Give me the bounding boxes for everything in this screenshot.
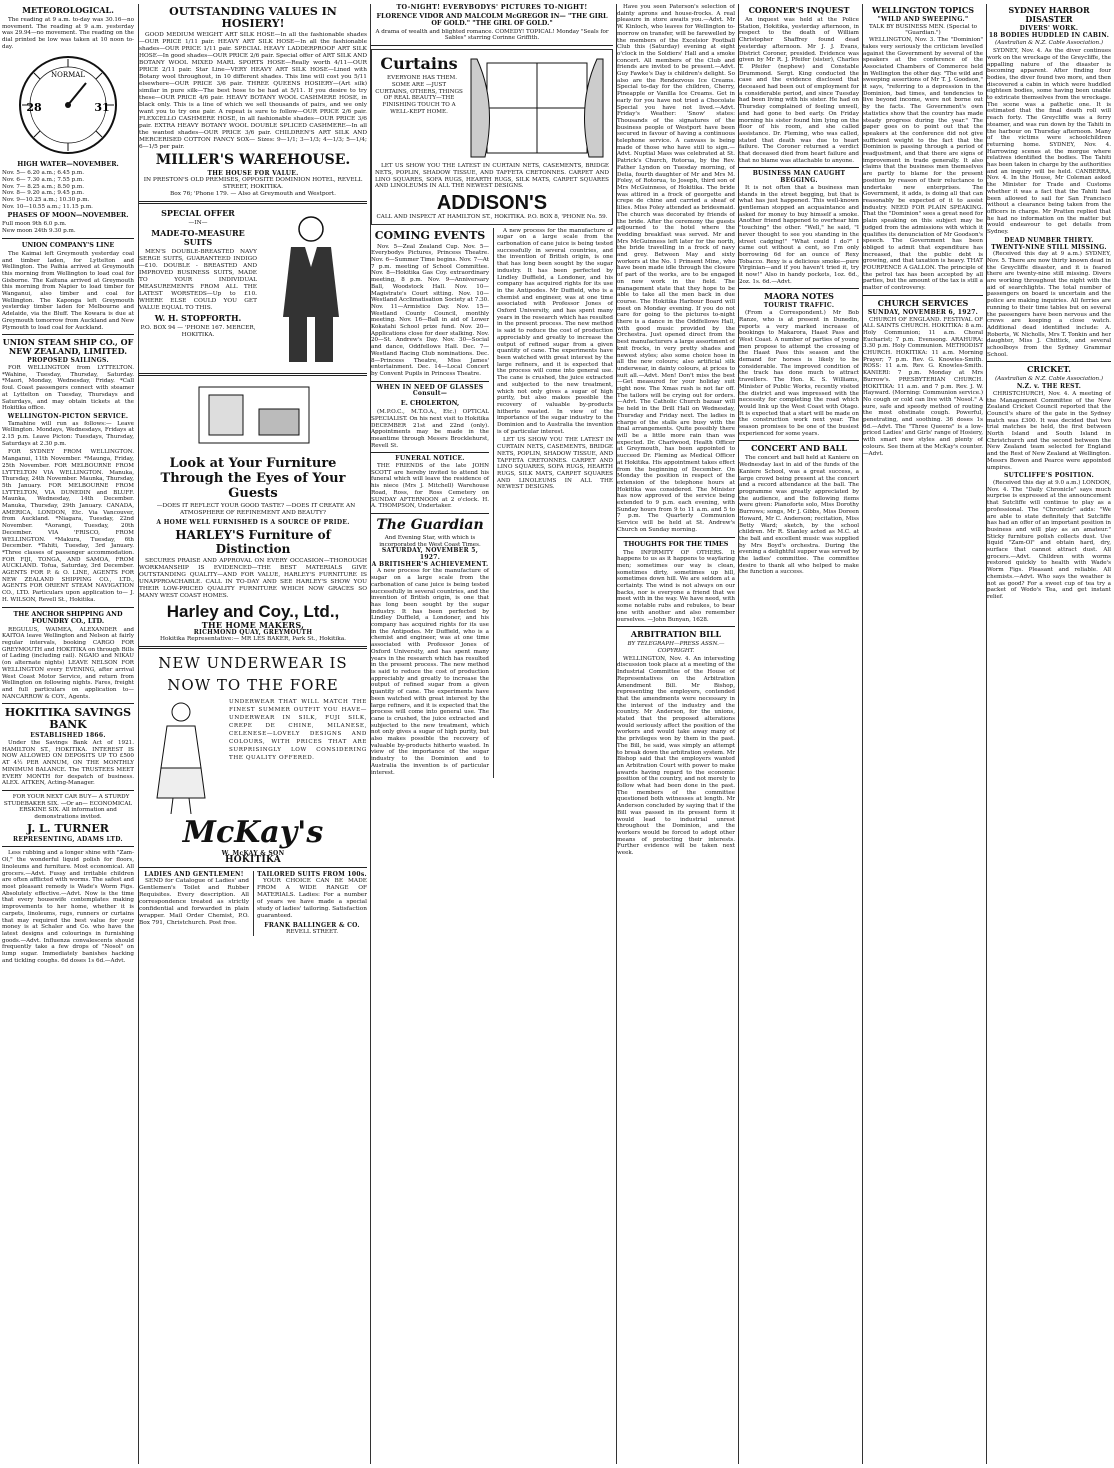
column-7 — [986, 4, 1111, 1464]
harley-address: RICHMOND QUAY, GREYMOUTH — [193, 629, 313, 636]
events-repeat: LET US SHOW YOU THE LATEST IN CURTAIN NETS, CASEMENTS, BRIDGE NETS, POPLIN, SHADOW TISSUE, AND TAFFETA CRETONNES. CARPET AND LINO SQUARES, SOFA RUGS, HEARTH RUGS, SILK MATS, CARPET SQUARES AND LINOLEUMS IN ALL THE NEWEST DESIGNS. — [497, 437, 613, 491]
millers-address: IN PRESTON'S OLD PREMISES, OPPOSITE DOMINION HOTEL, REVELL STREET, HOKITIKA. — [143, 177, 363, 190]
tide-list — [2, 170, 134, 210]
coroner-heading: CORONER'S INQUEST — [748, 5, 850, 15]
ladies-heading: LADIES AND GENTLEMEN! — [144, 871, 244, 878]
dial-top-label: NORMAL — [50, 70, 86, 79]
special-offer-sub: —IN— — [188, 220, 208, 226]
church-services-heading: CHURCH SERVICES — [877, 297, 969, 308]
sailings-text: FOR WELLINGTON from LYTTELTON. *Wahine, Tuesday, Thursday, Saturday. *Maori, Monday, Wednesday, Friday. *Call foul. Coast passengers connect with steamer at Lyttelton on Tuesday, Thursdays and Saturdays, and may obtain tickets at the Hokitika office. — [2, 364, 134, 412]
bottom-ads-row — [139, 871, 367, 936]
cricket-heading: CRICKET. — [1027, 364, 1071, 375]
furniture-illustration — [139, 379, 367, 451]
tide-row: Nov. 10—10.55 a.m.; 11.15 p.m. — [2, 203, 93, 210]
underwear-heading: NEW UNDERWEAR IS NOW TO THE FORE — [158, 654, 348, 694]
special-offer-block — [139, 207, 367, 370]
column-5 — [738, 4, 859, 1464]
curtains-ad — [371, 49, 613, 225]
moon-heading: PHASES OF MOON—NOVEMBER. — [7, 211, 129, 220]
tailored-text: YOUR CHOICE CAN BE MADE FROM A WIDE RANGE OF MATERIALS. Ladies: For a number of years we have made a special study of ladies' tailoring. Satisfaction guaranteed. — [257, 878, 367, 919]
anchor-shipping-text: REGULUS, WAIMEA, ALEXANDER and KAITOA leave Wellington and Nelson at fairly regular intervals, booking CARGO FOR GREYMOUTH and HOKITIKA on through Bills of Lading (including rail). NGAIO and NIKAU (on alternate nights) LEAVE NELSON FOR WELLINGTON every EVENING, after arrival West Coast Motor Service, and return from Wellington on following nights. Fares, freight and full particulars on application to— NANCARROW & COY., Agents. — [2, 626, 134, 700]
underwear-block — [139, 698, 367, 816]
hosiery-text: GOOD MEDIUM WEIGHT ART SILK HOSE—In all the fashionable shades—OUR PRICE 1/11 pair. HEAVY ART SILK HOSE—In all the fashionable shades—OUR PRICE 1/11 pair. SPECIAL HEAVY LADDERPROOF ART SILK HOSE—In good shades—OUR PRICE 2/6 pair. Special offer of ART SILK AND BOTANY WOOL MIXED MARL SPORTS HOSE—Really worth 4/11—OUR PRICE 2/11 pair. Star Line—VERY HEAVY ART SILK HOSE—Lined with Botany wool throughout, in 10 different shades. This line will cost you 5/11 elsewhere—OUR PRICE 3/6 pair. THREE QUEENS HOSIERY—(Art silk) similar in pure silk—The best hose to be had at 5/11. If you desire to try these—OUR PRICE 4/6 pair. HEAVY BOTANY WOOL CASHMERE HOSE, in black only. This is a line of which we sell thousands of pairs, and we only want you to try one pair. A repeat is sure to follow—OUR PRICE 2/6 pair. FLEXCELLO CASHMERE HOSE, in all fashionable shades—OUR PRICE 3/6 pair. EXTRA HEAVY BOTANY WOOL DOUBLE SPLICED CASHMERE—In all the wanted shades—OUR PRICE 3/6 pair. CHILDREN'S ART SILK AND MERCERISED COTTON FANCY SOX— Sizes: 9—1/1; 3—1/3; 4—1/3; 5—1/4; 6—1/5 per pair. — [139, 32, 367, 150]
sydney-disaster-text: SYDNEY, Nov. 4. As the diver continues work on the wreckage of the Greycliffe, the appalling nature of the disaster is becoming apparent. After finding four bodies, the diver found two more, and then discovered a cabin in which were huddled eighteen bodies, some having been unable to extricate themselves from the wreckage. The scene was a pathetic one. It is estimated that the final death roll will reach forty. The Greycliffe was a ferry steamer, and was run down by the Tahiti in the harbour on Thursday afternoon. Many of the victims were schoolchildren returning home. SYDNEY, Nov. 4. Harrowing scenes at the morgue where relatives identified the bodies. The Tahiti has been taken in charge by the authorities and an inquiry will be held. CANBERRA, Nov. 4. In the House, Mr Coleman asked the Minister for Trade and Customs whether it was a fact that the Tahiti had been allowed to sail for San Francisco without a clearance being taken from the officers in charge. Mr Pratten replied that he had no information on the matter but would endeavour to get details from Sydney. — [987, 48, 1111, 236]
col1-advts-text: Less rubbing and a longer shine with "Zam-Ol," the wonderful liquid polish for floors, linoleums and furniture. Most economical. All grocers.—Advt. Fussy and irritable children are often afflicted with worms. The safest and most pleasant remedy is Wade's Worm Figs. Absolutely effective.—Advt. Now is the time that every housewife contemplates making improvements to her home, whether it is carpets, linoleums, rugs, runners or curtains that may required the best value for your money is at Schaler and Co. who have the latest designs and colourings in furnishing goods.—Advt. Influenza convalescents should frequently take a few drops of "Nosol" on lump sugar. Immediately banishes hacking and tickling coughs. 6d doses 1s 6d.—Advt. — [2, 850, 134, 964]
sydney-disaster-source: (Australian & N.Z. Cable Association.) — [994, 40, 1104, 47]
studebaker-ad: FOR YOUR NEXT CAR BUY— A STURDY STUDEBAKER SIX. —Or an— ECONOMICAL ERSKINE SIX. All information and demonstrations invited. — [3, 793, 133, 821]
still-missing-heading: TWENTY-NINE STILL MISSING. — [991, 243, 1107, 251]
millers-subheading: THE HOUSE FOR VALUE. — [207, 170, 299, 177]
moon-row: Full moon 9th 6.0 p.m. — [2, 221, 67, 228]
high-water-heading: HIGH WATER—NOVEMBER. — [17, 160, 119, 169]
cricket-text: CHRISTCHURCH, Nov. 4. A meeting of the Management Committee of the New Zealand Cricket Council reported that the Council's share of the gate in the Sydney match was £300. It was decided that two trial matches be held, the first between North Island and South Island in Christchurch and the second between the New Zealand team selected for England and the Rest of New Zealand at Wellington. Messrs Bowen and Pearce were appointed umpires. — [987, 390, 1111, 471]
column-4 — [616, 4, 735, 1464]
suited-man-illustration — [261, 207, 361, 367]
addisons-address: CALL AND INSPECT AT HAMILTON ST., HOKITIKA. P.O. BOX 8, 'PHONE No. 59. — [376, 213, 608, 220]
funeral-heading: FUNERAL NOTICE. — [395, 455, 465, 463]
column-3 — [370, 4, 613, 1464]
furniture-text: —DOES IT REFLECT YOUR GOOD TASTE? —DOES IT CREATE AN ATMOSPHERE OF REFINEMENT AND BEAUTY? — [156, 503, 356, 516]
sydney-disaster-sub2: 18 BODIES HUDDLED IN CABIN. — [988, 31, 1110, 39]
savings-bank-text: Under the Savings Bank Act of 1921. HAMILTON ST., HOKITIKA. INTEREST IS NOW ALLOWED ON DEPOSITS UP TO £500 AT 4½ PER ANNUM, ON THE MONTHLY MINIMUM BALANCE. The TRUSTEES MEET EVERY MONTH for despatch of business. ALEX. AITKEN, Acting-Manager. — [2, 740, 134, 787]
guardian-masthead: The Guardian — [376, 516, 484, 533]
dial-right-label: 31 — [94, 100, 110, 114]
union-line-heading: UNION COMPANY'S LINE — [21, 240, 115, 249]
dial-left-label: 28 — [26, 100, 42, 114]
wellington-topics-byline: TALK BY BUSINESS MEN. (Special to "Guardian.") — [868, 23, 978, 37]
thoughts-heading: THOUGHTS FOR THE TIMES — [623, 539, 729, 548]
col4-local-news: Have you seen Paterson's selection of dainty aprons and house-frocks. A real pleasure in store awaits you.—Advt. Mr W. Kinloch, who leaves for Wellington to-morrow on transfer, will be farewelled by the members of the Excelsior Football Club this (Saturday) evening at eight o'clock in the Soldiers' Hall and a smoke concert. All members of the Club and friends are invited to be present.—Advt. Guy Fawke's Day is children's delight. So also are the Rendezvous Ice Creams. Special to-day for the children, Cherry, Pineapple or Vanilla Ice Creams. Get in early for you have not tried a Chocolate Special you have not lived.—Advt. Friday's Weather: 'Snow' states: Thousands of the signatures of the business people of Westport have been secured in favour of having a continuous telephone service. A canvass is being made of those who have still to sign.—Advt. Nuptial Mass was celebrated at St. Patrick's Church, Rotorua, by the Rev. Father Lyndon on Tuesday morning, of Delia, fourth daughter of Mr and Mrs M. Foley, of Rotorua, to Joseph, third son of Mrs McGuinness, of Hokitika. The bride was attired in a frock of georgette and crepe de chine and carried a sheaf of lilies. Miss Foley attended as bridesmaid. The church was decorated by friends of the bride. After the ceremony the guests adjourned to the hotel where the wedding breakfast was served. Mr and Mrs McGuinness left later for the north, the bride travelling in a frock of navy and grey. Between May and sixty workers at the No. 1 Prinsent Mine, who have been made idle through the closure of part of the works, are to be engaged on new work in the field. The management state that they hope to be able to take all the men back in due course. The Hokitika Harbour Board will meet on Monday evening. If you do not care for going to the pictures to-night there is a dance in the Oddfellows Hall, with good music provided by the Orchestra. Just opened direct from the best manufacturers a large assortment of knit frocks, in very pretty shades and newest styles; also some choice hose in all the new colours; also artificial silk underwear, in dainty colours, at prices to suit all.—Advt. Men! Don't miss the best—Get measured for your holiday suit right now. The Xmas rush is not far off. The tailors will be crying out for orders. —Advt. The Catholic Church bazaar will be held in the Drill Hall on Wednesday, Thursday and Friday next. The ladies in charge of the stalls are busy with the final arrangements. Quite possibly there will be a little more rain than was expected. Dr. Charlwood, Health Officer at Greymouth, has been appointed to succeed Dr. Fleming as Medical Officer at Hokitika. His appointment takes effect from the beginning of December. On Monday the position in respect of the extension of the telephone hours at Hokitika was considered. The Minister has now approved of the service being extended to 9 p.m. each evening, with Sunday hours from 9 to 11 a.m. and 5 to 7 p.m. The Quarterly Communion Service will be held at St. Andrew's Church on Sunday morning. — [617, 4, 735, 533]
editorial-continued: A new process for the manufacture of sugar on a large scale from the carbonation of cane juice is being tested successfully in several countries, and the invention of British origin, is one that has long been sought by the sugar industry. It has been perfected by Lindley Duffield, a Londoner, and his company has acquired rights for its use in the Antipodes. Mr Duffield, who is a chemist and engineer, was at one time associated with Professor Jones of Oxford University, and has spent many years in the research which has resulted in the present process. The new method is said to reduce the cost of production appreciably and greatly to increase the output of refined sugar from a given quantity of cane. The experiments have been watched with great interest by the large refiners, and it is expected that the process will come into general use. The cane is crushed, the juice extracted and subjected to the new treatment, which not only gives a sugar of high purity, but also makes possible the recovery of valuable by-products hitherto wasted. In view of the importance of the sugar industry to the Dominion and to Australia the invention is of particular interest. — [497, 227, 613, 435]
sydney-sailings-text: FOR SYDNEY FROM WELLINGTON. Manganui, 11th November. *Maunga, Friday, 25th November. FOR MELBOURNE FROM LYTTELTON VIA WELLINGTON. Manuka, Thursday, 24th November. Maunka, Thursday, 5th January. FOR MELBOURNE FROM LYTTELTON, VIA DUNEDIN and BLUFF. Maunka, Wednesday, 14th December. Manuka, Thursday, 29th January. CANADA, AMERICA, LONDON, Etc. Via Vancouver, from Auckland. *Niagara, Tuesday, 22nd November. *Aorangi, Tuesday, 20th December. VIA 'FRISCO, FROM WELLINGTON. *Makura, Tuesday, 6th December. *Tahiti, Tuesday, 3rd January. *Three classes of passenger accommodation. FOR FIJI, TONGA, AND SAMOA, FROM AUCKLAND. Tofua, Saturday, 3rd December. AGENTS FOR P. & O. LINE, AGENTS FOR NEW ZEALAND SHIPPING CO., LTD., AGENTS FOR ORIENT STEAM NAVIGATION CO., LTD. Particulars upon application to— J. H. WILSON, Revell St., Hokitika. — [2, 449, 134, 603]
business-man-heading: BUSINESS MAN CAUGHT BEGGING. — [752, 170, 846, 185]
cricket-sub: N.Z. v. THE REST. — [1016, 383, 1082, 391]
guardian-sub: And Evening Star, with which is incorporated the West Coast Times. — [379, 534, 481, 548]
concert-text: The concert and ball held at Kaniere on Wednesday last in aid of the funds of the Kaniere School, was a great success, a large crowd being present at the concert and a record attendance at the ball. The programme was greatly appreciated by the audience, and the following items were given: Pianoforte solo, Miss Dorothy Burrows; songs, Mr J. Gibbs, Miss Doreen Howard, Mr C. Anderson; recitation, Miss Betty Ward; sketch, by the school children. Mr R. Stanley acted as M.C. at the ball and excellent music was supplied by Mrs Boyd's orchestra. During the evening a delightful supper was served by the ladies' committee. The committee desire to thank all who helped to make the function a success. — [739, 455, 859, 576]
maora-sub: TOURIST TRAFFIC. — [763, 302, 835, 310]
wellington-topics-heading: WELLINGTON TOPICS — [871, 5, 975, 15]
film-sub: A drama of wealth and blighted romance. COMEDY! TOPICAL! Monday "Seals for Sables" starring Corinne Griffith. — [375, 28, 609, 42]
wellington-topics-text: WELLINGTON, Nov. 3. The "Dominion" takes very seriously the criticism levelled against the Government by several of the speakers at the conference of the Associated Chambers of Commerce held in Wellington the other day. "The wild and sweeping assertions of Mr T. J. Goodson," it says, "referring to a depression in the Dominion, bad times, and tendencies to live beyond income, were not borne out by the facts. The Government's own statistics show that the country has made steady progress during the year." The paper goes on to point out that the speakers at the conference did not give sufficient weight to the fact that the Dominion is passing through a period of readjustment, and that there are signs of improvement in trade generally. It also claims that the business men themselves are partly to blame for the present position by reason of their reluctance to undertake new enterprises. The Government, it adds, is doing all that can reasonably be expected of it to assist industry. NEED FOR PLAIN SPEAKING. That the "Dominion" sees a great need for plain speaking on this subject may be judged from the admissions with which it qualifies its denunciation of Mr Goodson's speech. The Government has been obliged to admit that expenditure has increased, that the public debt is growing, and that taxation is heavy. THAT FOURPENCE A GALLON. The principle of the petrol tax has been accepted by all parties, but the amount of the tax is still a matter of controversy. — [863, 37, 983, 292]
tide-row: Nov. 6— 7.30 a.m.; 7.55 p.m. — [2, 176, 85, 183]
furniture-line: A HOME WELL FURNISHED IS A SOURCE OF PRIDE. — [156, 519, 350, 526]
ballinger-address: REVELL STREET. — [285, 929, 339, 935]
made-to-measure-heading: MADE-TO-MEASURE SUITS — [151, 228, 245, 247]
made-to-measure-text: MEN'S DOUBLE-BREASTED NAVY SERGE SUITS, GUARANTEED INDIGO—£10. DOUBLE - BREASTED AND IMPROVED BUSINESS SUITS, MADE TO YOUR INDIVIDUAL MEASUREMENTS FROM ALL THE LATEST WORSTEDS—Up to £10. WHERE ELSE COULD YOU GET VALUE EQUAL TO THIS. — [139, 249, 257, 311]
curtains-text: EVERYONE HAS THEM. SOME ARE —JUST CURTAINS, OTHERS, THINGS OF REAL BEAUTY—THE FINISHING TOUCH TO A WELL-KEPT HOME. — [375, 75, 463, 115]
maora-heading: MAORA NOTES — [764, 291, 834, 302]
furniture-heading: Look at Your Furniture Through the Eyes of Your Guests — [160, 456, 346, 501]
editorial-text: A new process for the manufacture of sugar on a large scale from the carbonation of cane juice is being tested successfully in several countries, and the invention of British origin, is one that has long been sought by the sugar industry. It has been perfected by Lindley Duffield, a Londoner, and his company has acquired rights for its use in the Antipodes. Mr Duffield, who is a chemist and engineer, was at one time associated with Professor Jones of Oxford University, and has spent many years in the research which has resulted in the present process. The new method is said to reduce the cost of production appreciably and greatly to increase the output of refined sugar from a given quantity of cane. The experiments have been watched with great interest by the large refiners, and it is expected that the process will come into general use. The cane is crushed, the juice extracted and subjected to the new treatment, which not only gives a sugar of high purity, but also makes possible the recovery of valuable by-products hitherto wasted. In view of the importance of the sugar industry to the Dominion and to Australia the invention is of particular interest. — [371, 568, 489, 776]
funeral-text: THE FRIENDS of the late JOHN SCOTT are hereby invited to attend his funeral which will leave the residence of his niece (Mrs J. Mitchell) Warehouse Road, Ross, for Ross Cemetery on SUNDAY AFTERNOON at 2 o'clock. H. A. THOMPSON, Undertaker. — [371, 463, 489, 510]
business-man-text: It is not often that a business man stands in the street begging, but that is what has just happened. This well-known gentleman stopped an acquaintance and asked for money to buy himself a smoke. Another friend happened to overhear him "touching" the other. "Well," he said, "I never thought to see you standing in the street cadging!" "What could I do?" I came out without a cent, so I'm only borrowing 6d for an ounce of Rexy Tobacco. Rexy is a delicious smoke—pure Virginian—and if you haven't tried it, try it now!" Also in handy pockets, 1oz. 6d., 2oz. 1s. 6d.—Advt. — [739, 184, 859, 285]
tide-row: Nov. 9—10.25 a.m.; 10.30 p.m. — [2, 197, 90, 204]
addisons-name: ADDISON'S — [436, 191, 548, 214]
optician-name: E. CHOLERTON, — [400, 399, 460, 408]
meteorological-text: The reading at 9 a.m. to-day was 30.16—no movement. The reading at 9 a.m. yesterday was 29.94—no movement. The reading on the dial printed be low was taken at 10 noon to-day. — [2, 17, 134, 50]
church-services-date: SUNDAY, NOVEMBER 6, 1927. — [867, 308, 979, 316]
millers-heading: MILLER'S WAREHOUSE. — [155, 152, 351, 168]
savings-bank-subheading: ESTABLISHED 1866. — [30, 732, 106, 740]
coming-events-heading: COMING EVENTS — [374, 228, 486, 242]
savings-bank-heading: HOKITIKA SAVINGS BANK — [4, 706, 132, 732]
sydney-disaster-sub: DIVERS' WORK. — [1019, 25, 1079, 32]
wellington-picton-text: Tamahine will run as follows:— Leave Wellington. Mondays, Wednesdays, Fridays at 2.15 p.m. Leave Picton: Tuesdays, Thursday, Saturdays at 2.30 p.m. — [2, 420, 134, 447]
union-line-text: The Kaimai left Greymouth yesterday coal and timber laden, for Lyttelton and Wellington. The Paihia arrived at Greymouth this morning from Wellington to load coal for Gisborne. The Kaituna arrived at Greymouth this morning from Napier to load timber for Wanganui, also timber and coal for Wellington. The Kaponga left Greymouth yesterday timber laden for Melbourne and Adelaide, via the Bluff. The Kowara is due at Greymouth tomorrow from Auckland and New Plymouth to load coal for Auckland. — [2, 250, 134, 331]
coroner-text: An inquest was held at the Police Station, Hokitika, yesterday afternoon, in respect to the death of William Christopher Shaffrey found dead yesterday afternoon. Mr J. J. Evans, District Coroner, presided. Evidence was given by Mr R. J. Pfeifer (sister), Charles T. Pfeifer (nephew) and Constable Drummond. Sergt. King conducted the case and the evidence disclosed that deceased had been out of employment for a considerable period, and since Tuesday had been living with his sister. He had on Thursday complained of feeling unwell, and had gone to bed early. On Friday morning his sister found him lying on the floor of his room, and she called assistance. Dr. Fleming, who was called, stated that death was due to heart failure. The Coroner returned a verdict that deceased died from heart failure and that no blame was attachable to anyone. — [739, 17, 859, 164]
sutcliffe-text: (Received this day at 9.0 a.m.) LONDON, Nov. 4. The "Daily Chronicle" says much surprise is expressed at the announcement that Sutcliffe will continue to play as a professional. The "Chronicle" adds: "We are able to state definitely that Sutcliffe has had an offer of an important position in business and will play as an amateur." Sticky furniture polish collects dust. Use liquid "Zam-Ol" and obtain hard, dry, surface that cannot attract dust. All grocers.—Advt. Children with worms restored quickly to health with Wade's Worm Figs. Pleasant and reliable. All chemists.—Advt. Who says the weather is not as good? For a sweet cup of tea try a packet of Wodo's Tea, and get instant relief. — [987, 480, 1111, 600]
stopforth-sub: P.O. BOX 94 — 'PHONE 167. MERCER, HOKITIKA. — [140, 325, 256, 338]
tonight-banner: TO-NIGHT! EVERYBODYS' PICTURES TO-NIGHT! — [396, 4, 588, 11]
wellington-topics-sub: "WILD AND SWEEPING." — [877, 16, 969, 23]
sydney-disaster-heading: SYDNEY HARBOR DISASTER — [1008, 5, 1090, 24]
meteorological-heading: METEOROLOGICAL. — [22, 5, 114, 15]
sailings-subheading: PROPOSED SAILINGS. — [27, 357, 109, 365]
column-1 — [2, 4, 134, 1464]
stopforth-name: W. H. STOPFORTH. — [154, 313, 242, 323]
arbitration-heading: ARBITRATION BILL — [630, 629, 722, 640]
moon-row: New moon 24th 9.30 p.m. — [2, 228, 76, 235]
curtains-more-text: LET US SHOW YOU THE LATEST IN CURTAIN NETS, CASEMENTS, BRIDGE NETS, POPLIN, SHADOW TISSUE, AND TAFFETA CRETONNES. CARPET AND LINO SQUARES, SOFA RUGS, HEARTH RUGS, SILK MATS, CARPET SQUARES AND LINOLEUMS IN ALL THE NEWEST DESIGNS. — [375, 163, 609, 190]
column-6 — [862, 4, 983, 1464]
film-title: FLORENCE VIDOR AND MALCOLM McGREGOR IN— "THE GIRL OF GOLD." "THE GIRL OF GOLD." — [376, 11, 608, 27]
sutcliffe-heading: SUTCLIFFE'S POSITION. — [1003, 472, 1095, 480]
column-2 — [138, 4, 367, 1464]
still-missing-text: (Received this day at 9 a.m.) SYDNEY, Nov. 5. There are now thirty known dead in the Greycliffe disaster, and it is feared there are twenty-nine still missing. Divers are working throughout the night with the aid of searchlights. The total number of passengers on board is uncertain and the police are making inquiries. All ferries are running to their time tables but on several the passengers have been nervous and the crews are keeping a close watch. Additional dead identified include: A. Roberts, W. Nicholls, Mrs T. Tonkin and her daughter, Miss J. Chittick, and several schoolboys from the Sydney Grammar School. — [987, 251, 1111, 358]
glasses-text: (M.P.O.C., M.T.O.A., Etc.) OPTICAL SPECIALIST. On his next visit to Hokitika DECEMBER 21st and 22nd (only). Appointments may be made in the meantime through Messrs Brocklehurst, Revell St. — [371, 409, 489, 449]
mckays-sub: W. McKAY & SON — [221, 850, 285, 857]
harleys-text: SECURES PRAISE AND APPROVAL ON EVERY OCCASION—THOROUGH WORKMANSHIP IS EVIDENCED—THE BEST MATERIALS GIVE OUTSTANDING QUALITY—AND FOR VALUE, HARLEY'S FURNITURE IS UNAPPROACHABLE. CALL IN TO-DAY AND SEE HARLEY'S SHOW YOU THEIR LOW-PRICED QUALITY FURNITURE WHICH NOW GRACES SO MANY WEST COAST HOMES. — [139, 558, 367, 599]
underwear-text: UNDERWEAR THAT WILL MATCH THE FINEST SUMMER OUTFIT YOU HAVE—UNDERWEAR IN SILK, FUJI SILK, CREPE DE CHINE, MILANESE, CELENESE—LOVELY DESIGNS AND COLOURS, WITH PRICES THAT ARE SURPRISINGLY LOW CONSIDERING THE QUALITY OFFERED. — [229, 699, 367, 761]
turner-subheading: REPRESENTING, ADAMS LTD. — [13, 835, 123, 843]
lingerie-illustration — [139, 698, 223, 816]
mckays-town: HOKITIKA — [224, 855, 282, 865]
cricket-source: (Australian & N.Z. Cable Association.) — [994, 376, 1104, 383]
hosiery-heading: OUTSTANDING VALUES IN HOSIERY! — [169, 5, 337, 30]
concert-heading: CONCERT AND BALL — [751, 443, 847, 454]
harley-sub: THE HOME MAKERS, — [201, 620, 305, 630]
guardian-date: SATURDAY, NOVEMBER 5, 1927. — [381, 547, 479, 562]
tide-row: Nov. 7— 8.25 a.m.; 8.50 p.m. — [2, 183, 85, 190]
dead-number-heading: DEAD NUMBER THIRTY. — [1004, 236, 1094, 244]
tide-row: Nov. 5— 6.20 a.m.; 6.45 p.m. — [2, 170, 85, 177]
turner-name: J. L. TURNER — [27, 821, 109, 835]
editorial-heading: A BRITISHER'S ACHIEVEMENT. — [371, 560, 489, 568]
harley-company-name: Harley and Coy., Ltd., — [166, 602, 340, 621]
harleys-heading: HARLEY'S Furniture of Distinction — [175, 528, 331, 556]
anchor-shipping-heading: THE ANCHOR SHIPPING AND FOUNDRY CO., LTD. — [13, 609, 123, 625]
ladies-text: SEND for Catalogue of Ladies' and Gentlemen's Toilet and Rubber Requisites. Every description. All correspondence treated as strictly confidential and forwarded in plain wrapper. Mail Order Chemist, P.O. Box 791, Christchurch. Post free. — [139, 878, 249, 926]
harley-representative: Hokitika Representative:— MR LES BAKER, Park St., Hokitika. — [159, 636, 347, 642]
glasses-heading: WHEN IN NEED OF GLASSES Consult— — [376, 383, 484, 398]
window-curtain-illustration — [467, 53, 607, 163]
tide-row: Nov. 8— 9.20 a.m.; 9.45 p.m. — [2, 190, 85, 197]
curtains-heading: Curtains — [380, 54, 458, 74]
tailored-heading: TAILORED SUITS FROM 100s. — [257, 871, 367, 878]
mckays-logo: McKay's — [182, 815, 324, 850]
coming-events-text: Nov. 5—Zeal Zealand Cup. Nov. 5—Everybodys Pictures, Princess Theatre. Nov. 6—Summer Time begins. Nov. 7—At 7 p.m. meeting of School Committee. Nov. 8—Hokitika Gas Coy. extraordinary meeting, 8 p.m. Nov. 9—Anniversary Ball, Woodstock Hall. Nov. 10—Magistrate's Court sitting. Nov. 10—Westland Acclimatisation Society at 7.30. Nov. 11—Armistice Day. Nov. 15—Westland County Council, monthly meeting. Nov. 16—Ball in aid of Lower Kokatahi School prize fund. Nov. 20—Applications close for deer stalking. Nov. 20—St. Andrew's Day. Nov. 30—Social and dance, Oddfellows Hall. Dec. 7—Westland Racing Club nominations. Dec. 8—Princess Theatre, Miss James' entertainment. Dec. 14—Local Concert by Convent Pupils in Princess Theatre. — [371, 243, 489, 377]
millers-box: Box 76; 'Phone 179. — Also at Greymouth and Westport. — [170, 191, 336, 197]
col3-two-col — [371, 228, 613, 779]
special-offer-heading: SPECIAL OFFER — [161, 208, 235, 218]
thoughts-text: The INFIRMITY OF OTHERS. It happens to us as it happens to wayfaring men; sometimes our way is clean, sometimes dirty, sometimes up hill, sometimes down hill. We are seldom at a certainty. The wind is not always on our backs, nor is everyone a friend that we meet with in the way. We have need, with some notable rubs and rebukes, to bear one with another and also remember ourselves. —John Bunyan, 1628. — [617, 549, 735, 623]
barometer-dial — [2, 53, 134, 160]
arbitration-text: WELLINGTON, Nov. 4. An interesting discussion took place at a meeting of the Industrial Committee of the House of Representatives on the Arbitration Amendment Bill. Mr Bishop, representing the employers, contended that the amendments were necessary in the interest of the industry and the country. Mr Anderson, for the unions, stated that the proposed alterations would seriously affect the position of the workers and would take away many of the privileges won by them in the past. The Bill, he said, was simply an attempt to break down the arbitration system. Mr Bishop said that the employers wanted an Arbitration Court with power to make awards having regard to the economic position of the country, and not merely to follow what had been done in the past. The members of the committee questioned both witnesses at length. Mr Anderson concluded by saying that if the Bill was passed in its present form it would lead to industrial unrest throughout the Dominion, and the workers would be forced to adopt other means of protecting their interests. Further evidence will be taken next week. — [617, 655, 735, 857]
maora-text: (From a Correspondent.) Mr Bob Ranze, who is at present in Dunedin, reports a very marked increase of bookings to Makarora, Haast Pass and West Coast. A number of parties of young men propose to attempt the crossing of the Haast Pass this season and the demand for horses is likely to be considerable. The improved condition of the track has done much to attract travellers. The Hon. K. S. Williams, Minister of Public Works, recently visited the district and was impressed with the necessity for completing the road which would link up the West Coast with Otago. It is expected that a start will be made on the construction work next year. The season promises to be one of the busiest experienced for some years. — [739, 310, 859, 437]
union-steam-ship-heading: UNION STEAM SHIP CO., OF NEW ZEALAND, LIMITED. — [2, 337, 134, 357]
ballinger-name: FRANK BALLINGER & CO. — [264, 922, 360, 929]
wellington-picton-heading: WELLINGTON-PICTON SERVICE. — [7, 412, 129, 420]
arbitration-sub: BY TELEGRAPH—PRESS ASSN.—COPYRIGHT. — [627, 641, 725, 654]
barometer-dial-icon — [16, 53, 120, 157]
church-services-text: CHURCH OF ENGLAND. FESTIVAL OF ALL SAINTS CHURCH. HOKITIKA: 8 a.m. Holy Communion; 11 a.m. Choral Eucharist; 7 p.m. Evensong. ARAHURA: 3.30 p.m. Holy Communion. METHODIST CHURCH. HOKITIKA: 11 a.m. Morning Prayer; 7 p.m. Rev. G. Knowles-Smith. ROSS: 11 a.m. Rev. G. Knowles-Smith. KANIERI: 7 p.m. Monday at Mrs Burrow's. PRESBYTERIAN CHURCH. HOKITIKA: 11 a.m. and 7 p.m. Rev. J. W. Hayward. (Morning: Communion service.) No cough or cold can live with "Nosol." A sure, safe and speedy method of routing the most obstinate cough. Powerful, penetrating, and soothing. 36 doses 1s 6d.—Advt. The "Three Queens" is a low-priced Ladies' and Girls' range of Hosiery, with smart new styles and plenty of colours. See them at the McKay's counter.—Advt. — [863, 316, 983, 457]
